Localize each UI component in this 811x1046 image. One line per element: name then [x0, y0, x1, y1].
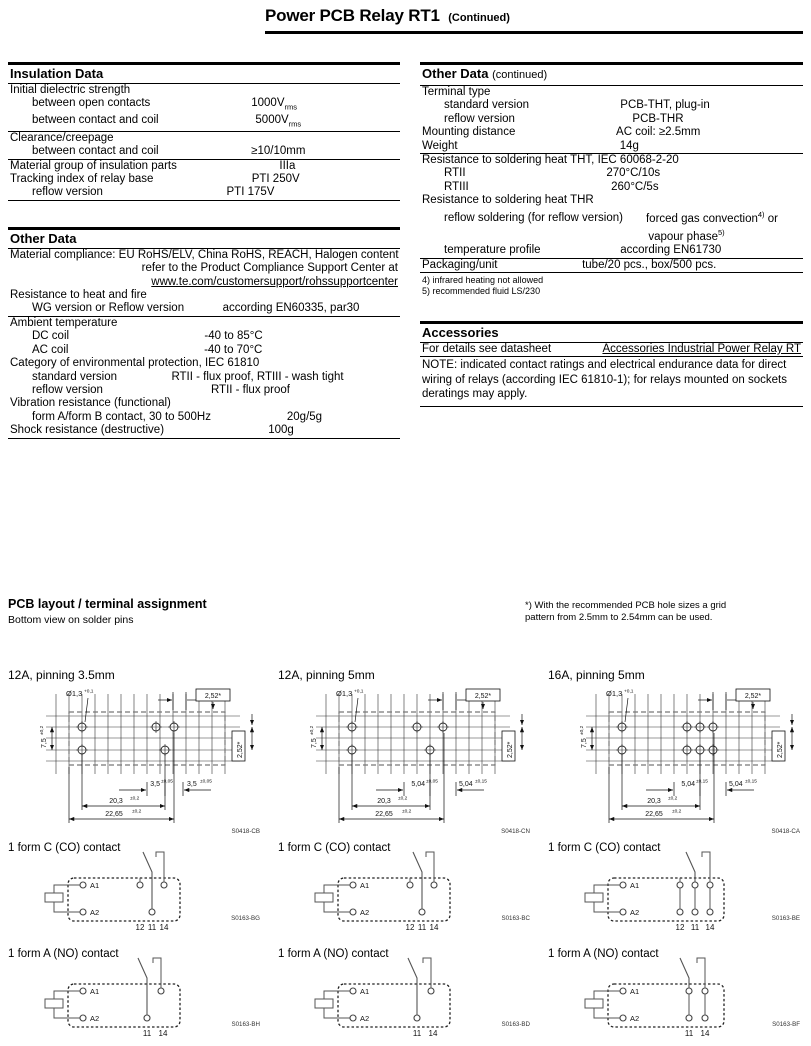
schematic-title-no: 1 form A (NO) contact [548, 948, 659, 960]
table-row [420, 126, 803, 139]
outer-dim-label: 22,65 [105, 811, 123, 818]
pitch-right-tolerance: ±0,15 [475, 779, 487, 785]
table-row [420, 194, 803, 207]
pitch-left-tolerance: ±0,05 [426, 779, 438, 785]
pin-label: 14 [705, 923, 715, 932]
drawing-code: S0163-BC [501, 915, 530, 922]
contact-circuit [408, 958, 434, 1021]
pin-label: 11 [417, 923, 427, 932]
table-row [420, 244, 803, 258]
row-value: RTII - flux proof, RTIII - wash tight [171, 370, 344, 383]
insulation-data-section [8, 62, 400, 201]
row-label: DC coil [32, 330, 70, 343]
coil-terminal-a1: A1 [360, 881, 370, 890]
row-value: -40 to 85°C [204, 330, 263, 343]
table-row [420, 226, 803, 244]
outer-dim-tolerance: ±0,2 [132, 809, 142, 815]
no-contact-schematic [8, 946, 270, 1046]
pitch-right-label: 5,04 [729, 781, 743, 788]
row-label: Tracking index of relay base [10, 173, 154, 186]
row-value: -40 to 70°C [204, 343, 263, 356]
mid-dim-label: 20,3 [109, 798, 123, 805]
coil-terminal-a2: A2 [90, 908, 100, 917]
coil-terminal-a1: A1 [630, 881, 640, 890]
row-label: RTIII [444, 180, 469, 193]
row-label: Shock resistance (destructive) [10, 424, 165, 437]
table-row [420, 113, 803, 126]
contact-circuit [680, 958, 708, 1021]
coil-symbol [315, 999, 333, 1008]
pcb-layout-drawing [548, 686, 810, 834]
row-label: between open contacts [32, 97, 151, 110]
footnote: 5) recommended fluid LS/230 [422, 285, 541, 296]
contact-circu it [677, 852, 713, 915]
mid-dim-tolerance: ±0,2 [398, 796, 408, 802]
row-label: Terminal type [422, 86, 491, 98]
pitch-left-label: 3,5 [150, 781, 160, 788]
coil-terminal-a1: A1 [630, 987, 640, 996]
co-contact-schematic [548, 840, 810, 940]
row-label: standard version [32, 370, 118, 383]
pin-label: 14 [158, 1029, 168, 1038]
row-label: Mounting distance [422, 126, 516, 139]
pin-label: 11 [412, 1029, 422, 1038]
row-value: RTII - flux proof [210, 383, 290, 396]
coil-symbol [315, 893, 333, 902]
pcb-layout-heading [8, 597, 207, 626]
diagram-column-12a-5 [278, 668, 540, 1046]
coil-terminal-a2: A2 [630, 1014, 640, 1023]
right-column [420, 62, 803, 407]
row-label: reflow version [32, 186, 103, 199]
height-dim-tolerance: ±0,2 [310, 725, 315, 735]
schematic-title-co: 1 form C (CO) contact [8, 842, 121, 854]
height-dim-tolerance: ±0,2 [40, 725, 45, 735]
pin-label: 14 [159, 923, 169, 932]
drawing-code: S0418-CN [501, 828, 530, 834]
height-dim-label: 7,5 [581, 738, 588, 748]
grid-pitch-label: 2,52* [744, 693, 762, 700]
drawing-code: S0163-BE [771, 915, 800, 922]
row-label: Vibration resistance (functional) [10, 397, 171, 410]
table-row [8, 289, 400, 302]
row-value: IIIa [279, 159, 296, 172]
row-label: Material group of insulation parts [10, 159, 177, 172]
page-title: Power PCB Relay RT1 [265, 6, 440, 25]
table-row [420, 154, 803, 167]
row-value: PCB-THR [632, 112, 684, 125]
row-label: RTII [444, 167, 466, 180]
coil-terminal-a1: A1 [90, 987, 100, 996]
pitch-right-label: 3,5 [187, 781, 197, 788]
other-data-continued-section [420, 62, 803, 297]
contact-circuit [407, 852, 437, 915]
row-value: 270°C/10s [606, 167, 661, 180]
table-row [420, 86, 803, 99]
section-header-other-data: Other Data [8, 227, 400, 249]
dimensions [309, 689, 522, 824]
hole-diameter-label: Ø1,3 [66, 689, 83, 698]
row-label: Resistance to soldering heat THT, IEC 60068-2-20 [422, 154, 679, 167]
header-rule [265, 31, 803, 34]
coil-circuit [315, 881, 369, 917]
contact-circuit [137, 852, 167, 915]
table-row [420, 181, 803, 194]
row-value: ≥10/10mm [251, 145, 306, 158]
row-label: Resistance to soldering heat THR [422, 194, 594, 207]
solder-holes [76, 721, 180, 756]
row-value: AC coil: ≥2.5mm [616, 126, 701, 139]
no-contact-schematic [548, 946, 810, 1046]
drawing-code: S0418-CA [771, 828, 800, 834]
coil-symbol [45, 893, 63, 902]
coil-symbol [45, 999, 63, 1008]
row-label: reflow version [444, 112, 515, 125]
pin-label: 14 [428, 1029, 438, 1038]
mid-dim-label: 20,3 [377, 798, 391, 805]
table-row [8, 424, 400, 438]
row-value [551, 343, 801, 356]
rohs-support-link[interactable]: www.te.com/customersupport/rohssupportcenter [151, 275, 398, 288]
row-value: PTI 250V [251, 173, 300, 186]
table-row [8, 302, 400, 316]
pin-grid [316, 694, 510, 774]
co-contact-schematic [8, 840, 270, 940]
pitch-left-label: 5,04 [681, 781, 695, 788]
solder-holes [346, 721, 449, 756]
schematic-title-no: 1 form A (NO) contact [278, 948, 389, 960]
coil-terminal-a2: A2 [360, 908, 370, 917]
accessories-note: NOTE: indicated contact ratings and electrical endurance data for direct wiring of relays (according IEC 61810-1); for relays mounted on sockets deratings may apply. [420, 357, 803, 407]
row-value: 14g [619, 139, 639, 152]
outer-dim-tolerance: ±0,2 [672, 809, 682, 815]
coil-circuit [45, 987, 99, 1023]
mid-dim-tolerance: ±0,2 [668, 796, 678, 802]
pin-grid [46, 694, 240, 774]
row-label: For details see datasheet [422, 342, 552, 355]
table-row [8, 132, 400, 145]
pcb-layout-title: PCB layout / terminal assignment [8, 597, 207, 611]
mid-dim-tolerance: ±0,2 [130, 796, 140, 802]
pin-label: 12 [135, 923, 145, 932]
diagram-heading: 12A, pinning 5mm [278, 668, 375, 682]
co-contact-schematic [278, 840, 540, 940]
footnotes [420, 273, 803, 297]
row-label: form A/form B contact, 30 to 500Hz [32, 410, 211, 423]
compliance-link-line [8, 276, 400, 289]
pin-label: 12 [405, 923, 415, 932]
row-label: temperature profile [444, 244, 541, 257]
table-row [8, 344, 400, 357]
coil-terminal-a2: A2 [630, 908, 640, 917]
row-label: AC coil [32, 343, 69, 356]
row-label: Weight [422, 139, 458, 152]
table-row [8, 371, 400, 384]
pin-label: 14 [429, 923, 439, 932]
compliance-line-2: refer to the Product Compliance Support Center at [141, 262, 398, 275]
pin-label: 14 [700, 1029, 710, 1038]
section-header-other-data-continued: Other Data (continued) [420, 62, 803, 86]
pitch-right-label: 5,04 [459, 781, 473, 788]
pcb-layout-subtitle: Bottom view on solder pins [8, 614, 134, 626]
accessories-row [420, 343, 803, 357]
table-row [8, 97, 400, 114]
pin-label: 12 [675, 923, 685, 932]
coil-terminal-a2: A2 [360, 1014, 370, 1023]
coil-symbol [585, 999, 603, 1008]
row-value: according EN61730 [620, 244, 722, 257]
grid-pitch-side-label: 2,52* [777, 741, 784, 758]
table-row [420, 167, 803, 180]
pin-label: 11 [142, 1029, 152, 1038]
outer-dim-label: 22,65 [645, 811, 663, 818]
row-label: between contact and coil [32, 114, 159, 127]
coil-terminal-a2: A2 [90, 1014, 100, 1023]
hole-diameter-label: Ø1,3 [336, 689, 353, 698]
dimensions [579, 689, 792, 824]
table-row [8, 357, 400, 370]
grid-pitch-side-label: 2,52* [507, 741, 514, 758]
table-row [420, 208, 803, 226]
table-row [8, 411, 400, 424]
hole-diameter-tolerance: +0,1 [354, 689, 364, 695]
pin-label: 11 [147, 923, 157, 932]
height-dim-tolerance: ±0,2 [580, 725, 585, 735]
row-label: between contact and coil [32, 145, 159, 158]
drawing-code: S0163-BF [772, 1021, 800, 1028]
table-row [8, 160, 400, 173]
row-value: $1000V_{rms}$ [251, 97, 298, 112]
row-label: Initial dielectric strength [10, 84, 131, 96]
row-value: 100g [268, 424, 294, 437]
schematic-title-co: 1 form C (CO) contact [278, 842, 391, 854]
coil-symbol [585, 893, 603, 902]
row-label: Clearance/creepage [10, 131, 114, 144]
diagram-heading: 12A, pinning 3.5mm [8, 668, 115, 682]
page-header [265, 6, 510, 26]
table-row [8, 397, 400, 410]
hole-diameter-tolerance: +0,1 [84, 689, 94, 695]
diagram-heading: 16A, pinning 5mm [548, 668, 645, 682]
pin-label: 11 [684, 1029, 694, 1038]
drawing-code: S0163-BD [501, 1021, 530, 1028]
row-value: vapour phase$^{5)}$ [648, 227, 725, 243]
table-row [8, 84, 400, 97]
contact-circuit [138, 958, 164, 1021]
coil-terminal-a1: A1 [360, 987, 370, 996]
table-row [8, 186, 400, 200]
grid-pitch-label: 2,52* [204, 693, 222, 700]
pitch-right-tolerance: ±0,15 [745, 779, 757, 785]
schematic-title-no: 1 form A (NO) contact [8, 948, 119, 960]
row-value: tube/20 pcs., box/500 pcs. [582, 258, 717, 271]
row-value: according EN60335, par30 [222, 302, 360, 315]
pcb-layout-drawing [8, 686, 270, 834]
coil-terminal-a1: A1 [90, 881, 100, 890]
row-value: 260°C/5s [611, 180, 659, 193]
drawing-code: S0418-CB [231, 828, 260, 834]
row-value: 20g/5g [286, 410, 323, 423]
coil-circuit [315, 987, 369, 1023]
compliance-line-1: Material compliance: EU RoHS/ELV, China RoHS, REACH, Halogen content [10, 248, 399, 261]
table-row [8, 317, 400, 330]
pcb-layout-drawing [278, 686, 540, 834]
row-label: Ambient temperature [10, 316, 118, 329]
table-row [420, 140, 803, 154]
accessories-section [420, 321, 803, 407]
row-label: WG version or Reflow version [32, 302, 185, 315]
row-label: Resistance to heat and fire [10, 289, 147, 302]
outer-dim-label: 22,65 [375, 811, 393, 818]
height-dim-label: 7,5 [311, 738, 318, 748]
pcb-grid-note: *) With the recommended PCB hole sizes a grid pattern from 2.5mm to 2.54mm can be used. [525, 600, 727, 623]
table-row [8, 114, 400, 132]
row-label: reflow soldering (for reflow version) [444, 212, 623, 225]
pin-grid [586, 694, 780, 774]
coil-circuit [585, 881, 639, 917]
diagram-column-12a-3-5 [8, 668, 270, 1046]
dimensions [39, 689, 252, 824]
drawing-code: S0163-BH [231, 1021, 260, 1028]
outer-dim-tolerance: ±0,2 [402, 809, 412, 815]
other-data-section [8, 227, 400, 439]
table-row [420, 99, 803, 112]
table-row [420, 259, 803, 273]
pitch-left-label: 5,04 [411, 781, 425, 788]
drawing-code: S0163-BG [231, 915, 260, 922]
mid-dim-label: 20,3 [647, 798, 661, 805]
hole-diameter-tolerance: +0,1 [624, 689, 634, 695]
section-header-insulation: Insulation Data [8, 62, 400, 84]
coil-circuit [585, 987, 639, 1023]
table-row [8, 173, 400, 186]
footnote: 4) infrared heating not allowed [422, 274, 544, 285]
row-value: PCB-THT, plug-in [620, 99, 710, 112]
page-title-suffix: (Continued) [448, 12, 510, 24]
height-dim-label: 7,5 [41, 738, 48, 748]
row-label: Packaging/unit [422, 258, 498, 271]
row-value: PTI 175V [226, 186, 275, 199]
row-label: Category of environmental protection, IEC 61810 [10, 357, 260, 370]
table-row [8, 384, 400, 397]
no-contact-schematic [278, 946, 540, 1046]
accessories-datasheet-link[interactable]: Accessories Industrial Power Relay RT [602, 342, 801, 355]
table-row [8, 330, 400, 343]
pitch-left-tolerance: ±0,15 [696, 779, 708, 785]
row-label: reflow version [32, 383, 103, 396]
grid-pitch-label: 2,52* [474, 693, 492, 700]
grid-pitch-side-label: 2,52* [237, 741, 244, 758]
row-value: forced gas convection$^{4)}$ or [645, 209, 778, 225]
pitch-left-tolerance: ±0,05 [161, 779, 173, 785]
section-header-accessories: Accessories [420, 321, 803, 343]
row-label: standard version [444, 99, 530, 112]
left-column [8, 62, 400, 439]
coil-circuit [45, 881, 99, 917]
row-value: $5000V_{rms}$ [255, 114, 302, 129]
schematic-title-co: 1 form C (CO) contact [548, 842, 661, 854]
hole-diameter-label: Ø1,3 [606, 689, 623, 698]
pin-label: 11 [690, 923, 700, 932]
diagram-column-16a-5 [548, 668, 810, 1046]
solder-holes [616, 721, 719, 756]
table-row [8, 145, 400, 159]
pitch-right-tolerance: ±0,05 [200, 779, 212, 785]
